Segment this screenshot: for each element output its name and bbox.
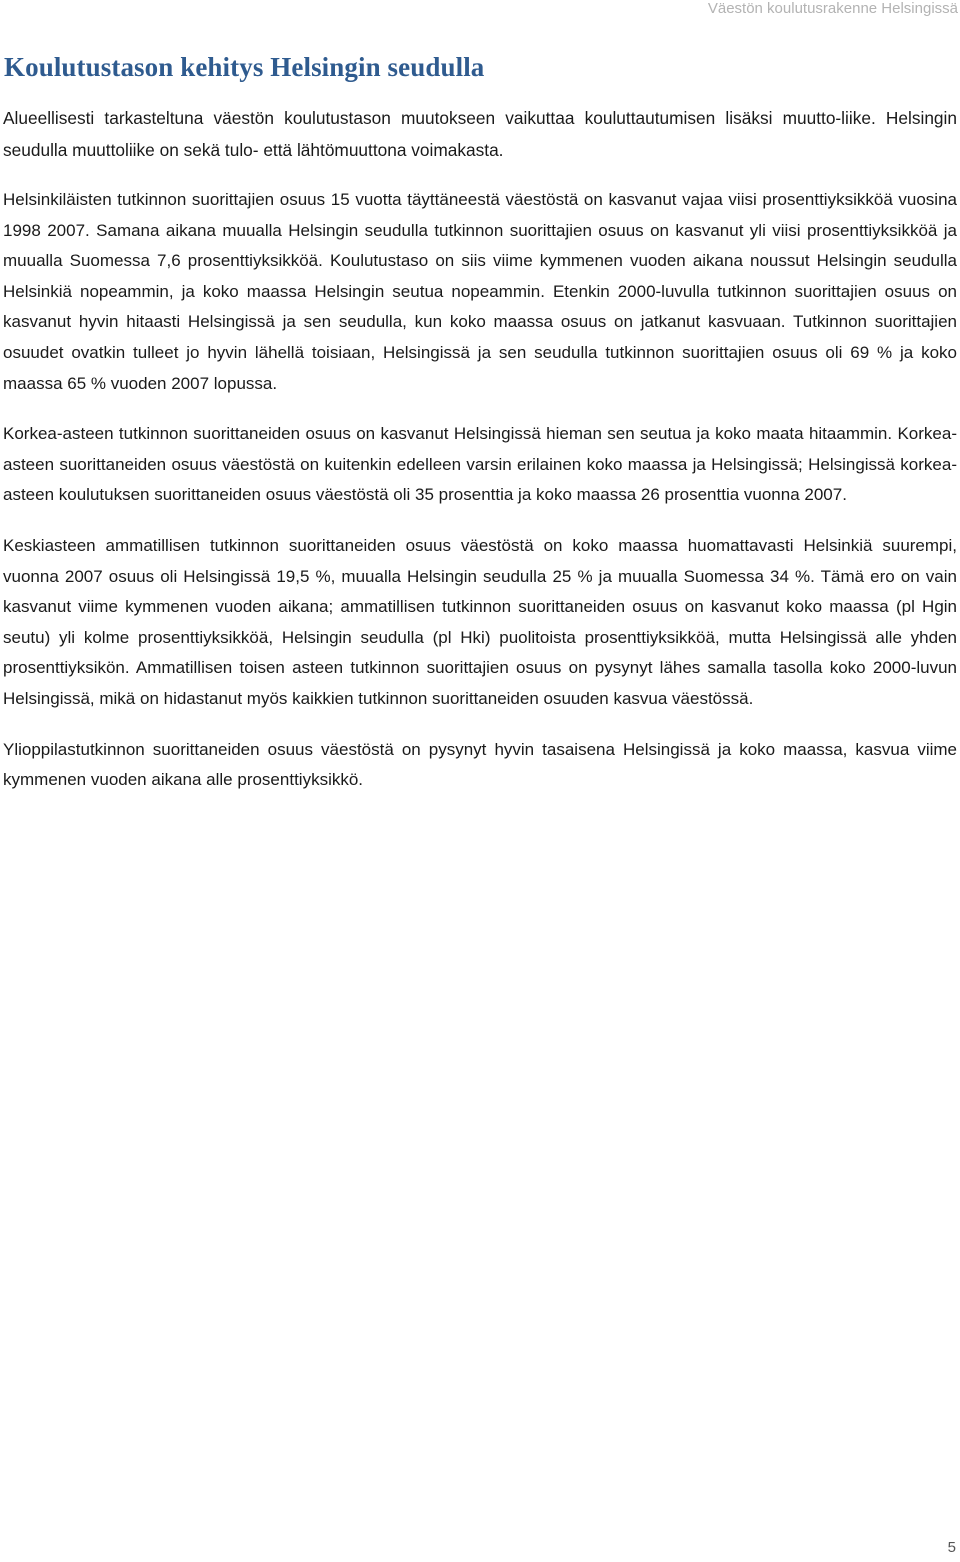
body-paragraphs — [3, 185, 957, 816]
paragraph-matriculation: Ylioppilastutkinnon suorittaneiden osuus väestöstä on pysynyt hyvin tasaisena Helsingissä ja koko maassa, kasvua viime kymmenen vuoden aikana alle prosenttiyksikkö. — [3, 739, 957, 790]
paragraph-migration: Alueellisesti tarkasteltuna väestön koulutustason muutokseen vaikuttaa kouluttautumisen lisäksi muutto-liike. Helsingin seudulla muuttoliike on sekä tulo- että lähtömuuttona voimakasta. — [3, 108, 957, 160]
paragraph-vocational: Keskiasteen ammatillisen tutkinnon suorittaneiden osuus väestöstä on koko maassa huomattavasti Helsinkiä suurempi, vuonna 2007 osuus oli Helsingissä 19,5 %, muualla Helsingin seudulla 25 % ja muualla Suomessa 34 %. Tämä ero on vain kasvanut viime kymmenen vuoden aikana; ammatillisen tutkinnon suorittaneiden osuus on kasvanut koko maassa (pl Hgin seutu) yli kolme prosenttiyksikköä, Helsingin seudulla (pl Hki) puolitoista prosenttiyksikköä, mutta Helsingissä alle yhden prosenttiyksikön. Ammatillisen toisen asteen tutkinnon suorittajien osuus on pysynyt lähes samalla tasolla koko 2000-luvun Helsingissä, mikä on hidastanut myös kaikkien tutkinnon suorittaneiden osuuden kasvua väestössä. — [3, 535, 957, 708]
page-number: 5 — [947, 1539, 956, 1556]
paragraph-degree-share: Helsinkiläisten tutkinnon suorittajien osuus 15 vuotta täyttäneestä väestöstä on kasvanut vajaa viisi prosenttiyksikköä vuosina 1998 2007. Samana aikana muualla Helsingin seudulla tutkinnon suorittajien osuus on kasvanut yli viisi prosenttiyksikköä ja muualla Suomessa 7,6 prosenttiyksikköä. Koulutustaso on siis viime kymmenen vuoden aikana noussut Helsingin seudulla Helsinkiä nopeammin, ja koko maassa Helsingin seutua nopeammin. Etenkin 2000-luvulla tutkinnon suorittajien osuus on kasvanut hyvin hitaasti Helsingissä ja sen seudulla, kun koko maassa osuus on jatkanut kasvuaan. Tutkinnon suorittajien osuudet ovatkin tulleet jo hyvin lähellä toisiaan, Helsingissä ja sen seudulla tutkinnon suorittajien osuus oli 69 % ja koko maassa 65 % vuoden 2007 lopussa. — [3, 190, 957, 393]
paragraph-higher-education: Korkea-asteen tutkinnon suorittaneiden osuus on kasvanut Helsingissä hieman sen seutua ja koko maata hitaammin. Korkea-asteen suorittaneiden osuus väestöstä on kuitenkin edelleen varsin erilainen koko maassa ja Helsingissä; Helsingissä korkea-asteen koulutuksen suorittaneiden osuus väestöstä oli 35 prosenttia ja koko maassa 26 prosenttia vuonna 2007. — [3, 424, 957, 505]
intro-paragraph-block — [3, 102, 957, 186]
running-header: Väestön koulutusrakenne Helsingissä — [707, 0, 958, 17]
section-title: Koulutustason kehitys Helsingin seudulla — [4, 52, 485, 82]
